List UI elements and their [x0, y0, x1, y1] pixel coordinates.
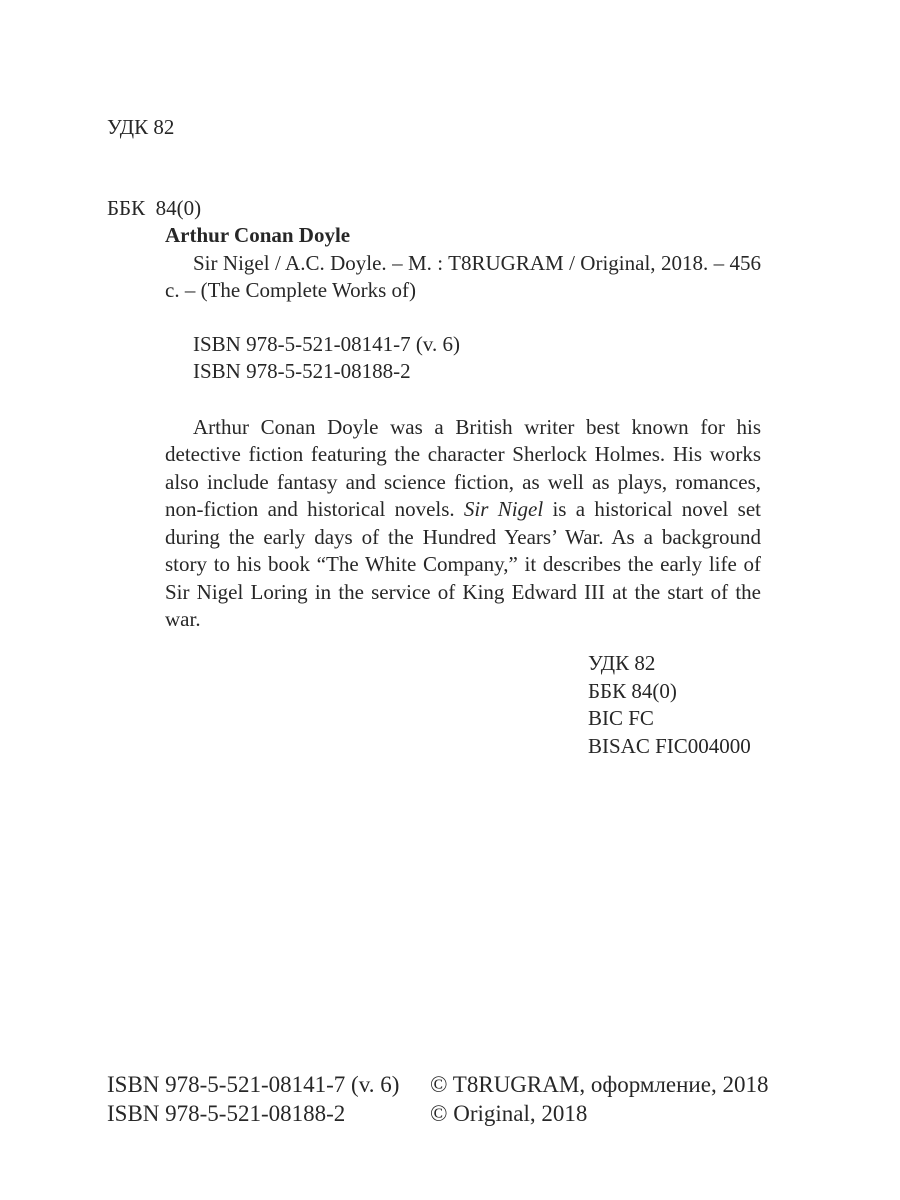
bibliographic-entry: Sir Nigel / A.C. Doyle. – M. : T8RUGRAM / Original, 2018. – 456 c. – (The Complete Works of)	[165, 250, 761, 302]
author-name: Arthur Conan Doyle	[165, 223, 351, 247]
isbn-volume: ISBN 978-5-521-08141-7 (v. 6)	[193, 331, 460, 356]
annotation-book-title: Sir Nigel	[463, 497, 544, 521]
imprint-isbn-column	[107, 1070, 399, 1128]
isbn-series: ISBN 978-5-521-08188-2	[193, 359, 411, 383]
imprint-isbn-series: ISBN 978-5-521-08188-2	[107, 1101, 346, 1126]
udk-code: УДК 82	[588, 651, 656, 675]
annotation-text-part2: is a historical novel set during the early days of the Hundred Years’ War. As a background story to his book “The White Company,” it describes the early life of Sir Nigel Loring in the service of King Edward III at the start of the war.	[165, 497, 761, 631]
bbk-code: ББК 84(0)	[588, 678, 677, 703]
catalog-block	[165, 222, 761, 634]
bbk-code-top: ББК 84(0)	[107, 196, 202, 220]
imprint-isbn-volume: ISBN 978-5-521-08141-7 (v. 6)	[107, 1072, 400, 1097]
bisac-code: BISAC FIC004000	[588, 733, 751, 758]
copyright-original: © Original, 2018	[430, 1101, 588, 1126]
classification-codes-block	[588, 650, 751, 760]
copyright-design: © T8RUGRAM, оформление, 2018	[430, 1072, 769, 1097]
annotation-text-part1: Arthur Conan Doyle was a British writer best known for his detective fiction featuring the character Sherlock Holmes. His works also include fantasy and science fiction, as well as plays, romances, non-fiction and historical novels.	[165, 414, 761, 521]
imprint-copyright-column	[430, 1070, 768, 1128]
isbn-block	[165, 331, 761, 386]
udk-code-top: УДК 82	[107, 115, 175, 139]
annotation-paragraph	[165, 414, 761, 634]
bic-code: BIC FC	[588, 706, 654, 730]
